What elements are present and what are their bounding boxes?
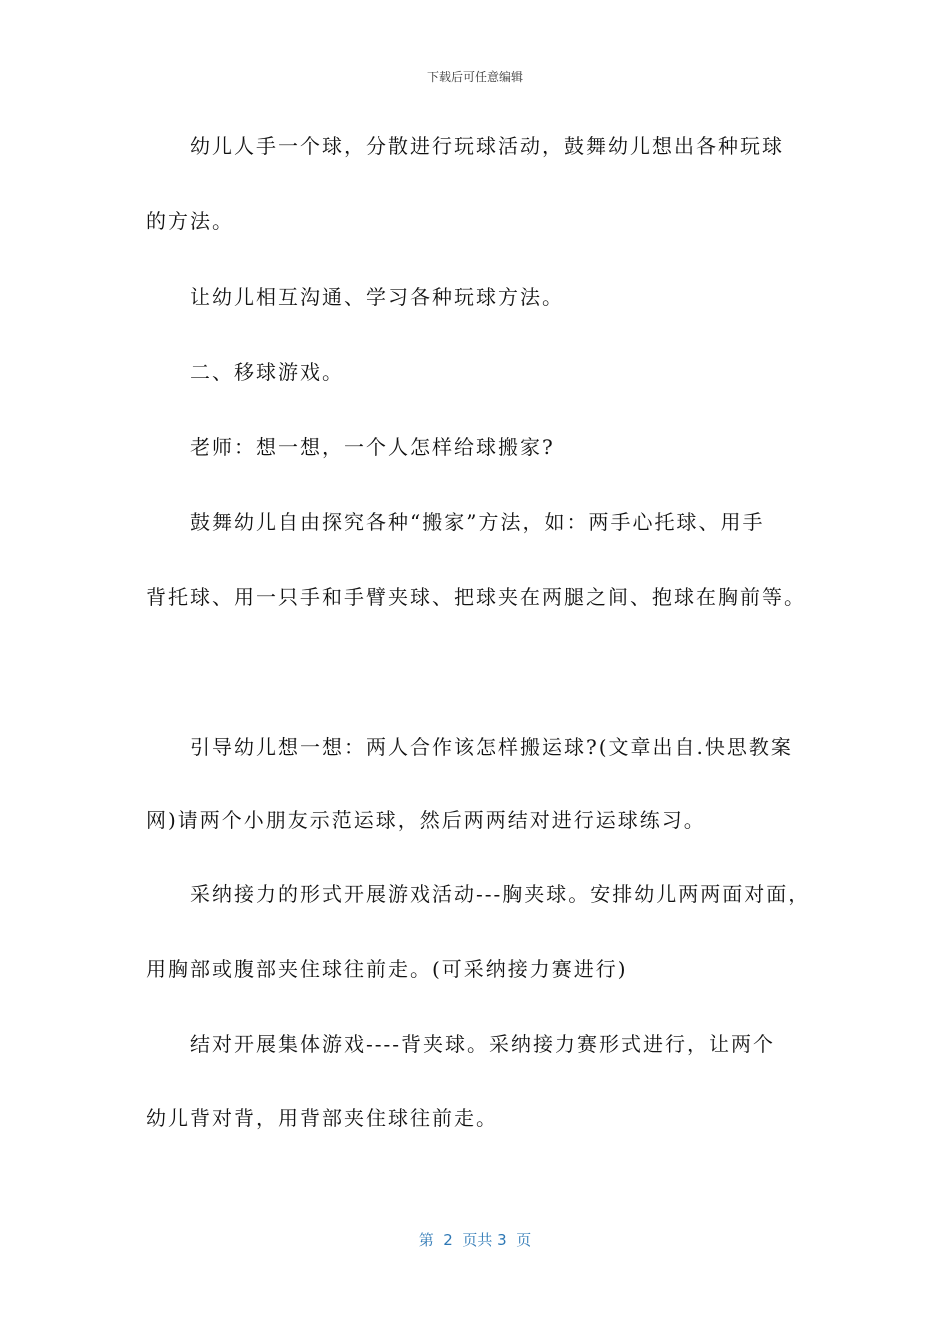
- paragraph-line: 鼓舞幼儿自由探究各种“搬家”方法，如：两手心托球、用手: [190, 510, 765, 534]
- paragraph-line: 结对开展集体游戏----背夹球。采纳接力赛形式进行，让两个: [190, 1032, 776, 1056]
- page-number-footer: 第 2 页共 3 页: [418, 1231, 532, 1249]
- paragraph-line: 老师：想一想，一个人怎样给球搬家?: [190, 435, 555, 459]
- paragraph-line: 用胸部或腹部夹住球往前走。(可采纳接力赛进行): [146, 957, 628, 981]
- page-header: 下载后可任意编辑: [426, 70, 523, 84]
- paragraph-line: 幼儿人手一个球，分散进行玩球活动，鼓舞幼儿想出各种玩球: [190, 134, 784, 158]
- paragraph-line: 网)请两个小朋友示范运球，然后两两结对进行运球练习。: [146, 808, 706, 832]
- paragraph-line: 让幼儿相互沟通、学习各种玩球方法。: [190, 285, 564, 309]
- paragraph-line: 幼儿背对背，用背部夹住球往前走。: [146, 1106, 498, 1130]
- section-heading: 二、移球游戏。: [190, 360, 344, 384]
- paragraph-line: 采纳接力的形式开展游戏活动---胸夹球。安排幼儿两两面对面，: [190, 882, 811, 906]
- paragraph-line: 的方法。: [146, 209, 234, 233]
- paragraph-line: 引导幼儿想一想：两人合作该怎样搬运球?(文章出自.快思教案: [190, 735, 793, 759]
- paragraph-line: 背托球、用一只手和手臂夹球、把球夹在两腿之间、抱球在胸前等。: [146, 585, 806, 609]
